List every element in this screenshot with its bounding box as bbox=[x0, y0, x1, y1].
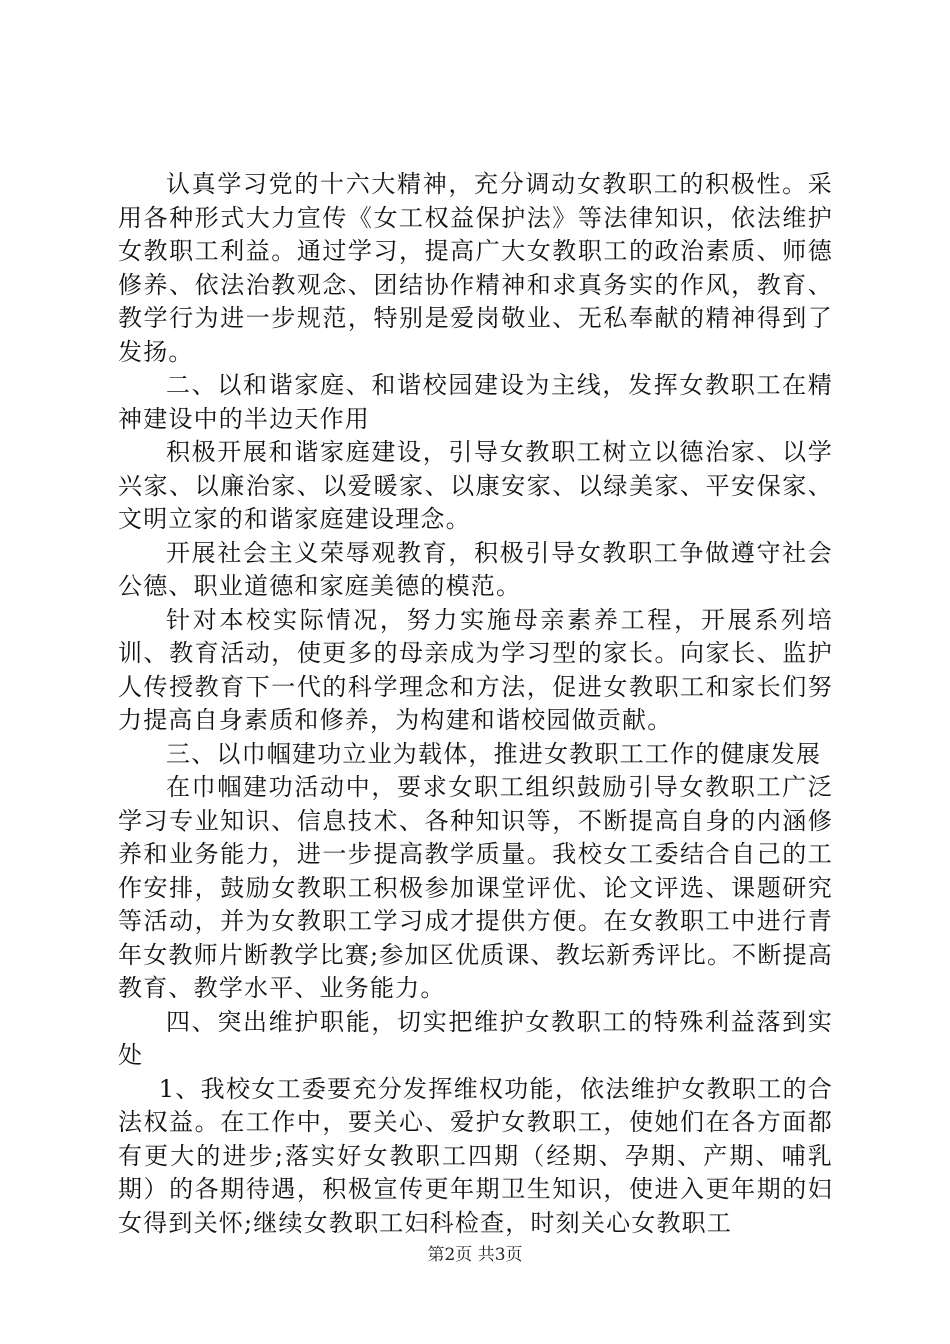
section-heading-2: 二、以和谐家庭、和谐校园建设为主线，发挥女教职工在精神建设中的半边天作用 bbox=[118, 371, 833, 433]
page-number-footer: 第2页 共3页 bbox=[427, 1245, 523, 1265]
paragraph-rights-protection: 1、我校女工委要充分发挥维权功能，依法维护女教职工的合法权益。在工作中，要关心、爱护女教职工，使她们在各方面都有更大的进步;落实好女教职工四期（经期、孕期、产期、哺乳期）的各期待遇，积极宣传更年期卫生知识，使进入更年期的妇女得到关怀;继续女教职工妇科检查，时刻关心女教职工 bbox=[118, 1074, 833, 1237]
section-heading-3: 三、以巾帼建功立业为载体，推进女教职工工作的健康发展 bbox=[166, 739, 822, 768]
paragraph-study-spirit: 认真学习党的十六大精神，充分调动女教职工的积极性。采用各种形式大力宣传《女工权益保护法》等法律知识，依法维护女教职工利益。通过学习，提高广大女教职工的政治素质、师德修养、依法治教观念、团结协作精神和求真务实的作风，教育、教学行为进一步规范，特别是爱岗敬业、无私奉献的精神得到了发扬。 bbox=[118, 170, 833, 366]
section-heading-4: 四、突出维护职能，切实把维护女教职工的特殊利益落到实处 bbox=[118, 1007, 833, 1069]
paragraph-women-achievement: 在巾帼建功活动中，要求女职工组织鼓励引导女教职工广泛学习专业知识、信息技术、各种知识等，不断提高自身的内涵修养和业务能力，进一步提高教学质量。我校女工委结合自己的工作安排，鼓励女教职工积极参加课堂评优、论文评选、课题研究等活动，并为女教职工学习成才提供方便。在女教职工中进行青年女教师片断教学比赛;参加区优质课、教坛新秀评比。不断提高教育、教学水平、业务能力。 bbox=[118, 773, 833, 1002]
paragraph-honor-education: 开展社会主义荣辱观教育，积极引导女教职工争做遵守社会公德、职业道德和家庭美德的模范。 bbox=[118, 538, 833, 600]
paragraph-mother-literacy: 针对本校实际情况，努力实施母亲素养工程，开展系列培训、教育活动，使更多的母亲成为学习型的家长。向家长、监护人传授教育下一代的科学理念和方法，促进女教职工和家长们努力提高自身素质和修养，为构建和谐校园做贡献。 bbox=[118, 605, 833, 734]
paragraph-harmonious-family: 积极开展和谐家庭建设，引导女教职工树立以德治家、以学兴家、以廉治家、以爱暖家、以康安家、以绿美家、平安保家、文明立家的和谐家庭建设理念。 bbox=[118, 438, 833, 533]
document-body bbox=[118, 168, 833, 1240]
